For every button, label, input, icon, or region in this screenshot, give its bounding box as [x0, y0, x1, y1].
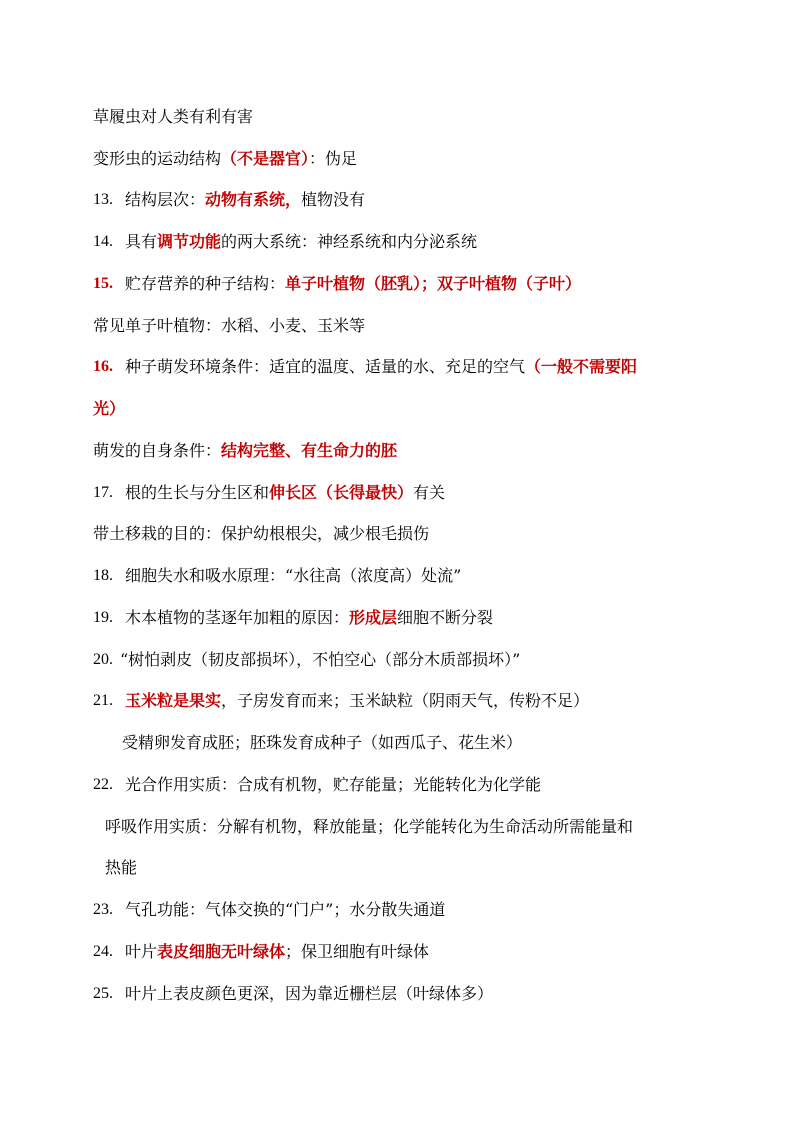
highlight-segment: 单子叶植物（胚乳）；双子叶植物（子叶）: [285, 274, 582, 293]
text-line: [0, 772, 794, 798]
line-text: [93, 313, 365, 339]
item-number: 23.: [93, 901, 113, 918]
text-line: [0, 438, 794, 464]
text-segment: 种子萌发环境条件：适宜的温度、适量的水、充足的空气: [125, 357, 526, 376]
item-number: 14.: [93, 233, 113, 250]
line-text: [93, 146, 357, 172]
line-text: [93, 521, 429, 547]
text-segment: 结构层次：: [125, 190, 206, 209]
text-segment: 萌发的自身条件：: [93, 441, 222, 460]
highlight-segment: 形成层: [349, 608, 398, 627]
text-segment: 呼吸作用实质：分解有机物，释放能量；化学能转化为生命活动所需能量和: [105, 817, 634, 836]
text-line: [0, 814, 794, 840]
text-line: [0, 730, 794, 756]
line-text: [105, 855, 137, 881]
line-text: [93, 104, 253, 130]
line-text: [125, 688, 589, 714]
line-text: [125, 981, 493, 1007]
text-segment: 叶片上表皮颜色更深，因为靠近栅栏层（叶绿体多）: [125, 984, 494, 1003]
text-line: [0, 897, 794, 923]
line-text: [120, 647, 520, 673]
line-text: [125, 229, 477, 255]
highlight-segment: 伸长区（长得最快）: [269, 483, 414, 502]
text-line: [0, 396, 794, 422]
line-text: [125, 480, 445, 506]
item-number: 17.: [93, 484, 113, 501]
text-line: [0, 313, 794, 339]
text-segment: 根的生长与分生区和: [125, 483, 270, 502]
text-segment: 具有: [125, 232, 158, 251]
text-segment: 植物没有: [301, 190, 366, 209]
text-segment: 气孔功能：气体交换的“门户”；水分散失通道: [125, 900, 446, 919]
line-text: [93, 396, 125, 422]
text-line: [0, 981, 794, 1007]
text-segment: 叶片: [125, 942, 158, 961]
line-text: [125, 897, 445, 923]
line-text: [93, 438, 397, 464]
line-text: [125, 772, 541, 798]
text-segment: 贮存营养的种子结构：: [125, 274, 286, 293]
highlight-segment: 光）: [93, 399, 126, 418]
item-number: 25.: [93, 985, 113, 1002]
item-number: 22.: [93, 776, 113, 793]
text-line: [0, 563, 794, 589]
text-line: [0, 688, 794, 714]
text-line: [0, 104, 794, 130]
text-segment: “树怕剥皮（韧皮部损坏），不怕空心（部分木质部损坏）”: [120, 650, 521, 669]
text-segment: 草履虫对人类有利有害: [93, 107, 254, 126]
highlight-segment: 调节功能: [157, 232, 222, 251]
text-segment: 有关: [413, 483, 446, 502]
highlight-segment: 动物有系统，: [205, 190, 302, 209]
highlight-segment: 表皮细胞无叶绿体: [157, 942, 286, 961]
line-text: [125, 605, 493, 631]
text-segment: 细胞失水和吸水原理：“水往高（浓度高）处流”: [125, 566, 462, 585]
text-segment: ：伪足: [309, 149, 358, 168]
line-text: [125, 271, 581, 297]
item-number: 19.: [93, 609, 113, 626]
text-line: [0, 271, 794, 297]
text-segment: 光合作用实质：合成有机物，贮存能量；光能转化为化学能: [125, 775, 542, 794]
line-text: [125, 563, 461, 589]
item-number: 18.: [93, 567, 113, 584]
text-segment: 受精卵发育成胚；胚珠发育成种子（如西瓜子、花生米）: [122, 733, 523, 752]
line-text: [122, 730, 522, 756]
text-line: [0, 187, 794, 213]
item-number: 13.: [93, 191, 113, 208]
text-segment: 的两大系统：神经系统和内分泌系统: [221, 232, 478, 251]
line-text: [105, 814, 633, 840]
text-line: [0, 855, 794, 881]
item-number: 20.: [93, 651, 113, 668]
item-number: 15.: [93, 275, 113, 292]
text-segment: 常见单子叶植物：水稻、小麦、玉米等: [93, 316, 366, 335]
item-number: 16.: [93, 358, 113, 375]
highlight-segment: （一般不需要阳: [525, 357, 638, 376]
text-line: [0, 146, 794, 172]
text-line: [0, 939, 794, 965]
text-segment: 带土移栽的目的：保护幼根根尖，减少根毛损伤: [93, 524, 430, 543]
text-segment: 细胞不断分裂: [397, 608, 494, 627]
text-segment: ；保卫细胞有叶绿体: [285, 942, 430, 961]
line-text: [125, 187, 365, 213]
text-line: [0, 521, 794, 547]
text-line: [0, 605, 794, 631]
line-text: [125, 939, 429, 965]
item-number: 24.: [93, 943, 113, 960]
text-segment: ，子房发育而来；玉米缺粒（阴雨天气，传粉不足）: [221, 691, 590, 710]
highlight-segment: 结构完整、有生命力的胚: [221, 441, 398, 460]
text-segment: 热能: [105, 858, 138, 877]
line-text: [125, 354, 637, 380]
text-line: [0, 229, 794, 255]
text-line: [0, 480, 794, 506]
text-segment: 变形虫的运动结构: [93, 149, 222, 168]
text-line: [0, 354, 794, 380]
highlight-segment: （不是器官）: [221, 149, 310, 168]
item-number: 21.: [93, 692, 113, 709]
highlight-segment: 玉米粒是果实: [125, 691, 222, 710]
text-line: [0, 647, 794, 673]
text-segment: 木本植物的茎逐年加粗的原因：: [125, 608, 350, 627]
